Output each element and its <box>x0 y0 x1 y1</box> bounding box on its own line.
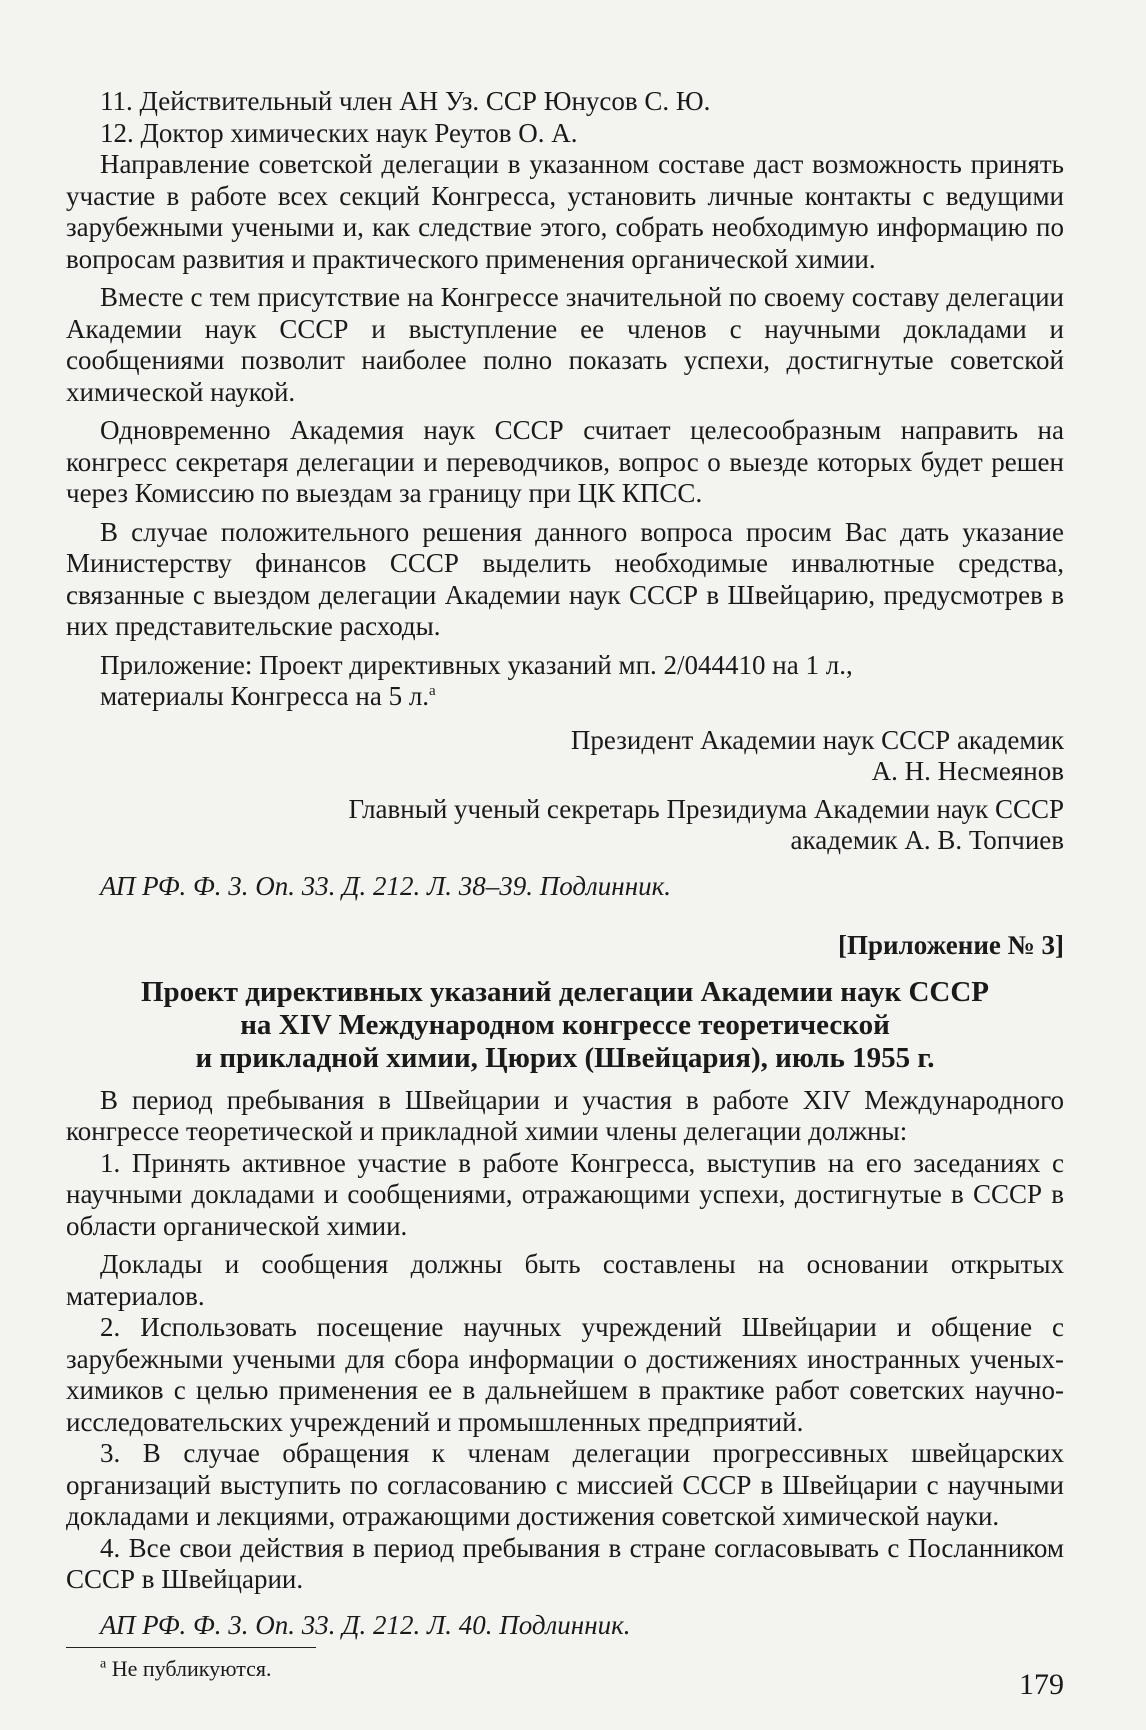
heading-line: Проект директивных указаний делегации Академии наук СССР <box>140 975 989 1008</box>
heading-line: на XIV Международном конгрессе теоретической <box>240 1008 890 1041</box>
document-body <box>66 86 1064 1641</box>
footnote <box>100 1656 272 1682</box>
list-item: 11. Действительный член АН Уз. ССР Юнусов С. Ю. <box>100 86 711 116</box>
paragraph: 1. Принять активное участие в работе Конгресса, выступив на его заседаниях с научными докладами и сообщениями, отражающими успехи, достигнутые в СССР в области органической химии. <box>66 1147 1064 1241</box>
attachment-line <box>66 681 1064 713</box>
appendix-label: [Приложение № 3] <box>838 930 1064 960</box>
signature-title-1: Президент Академии наук СССР академик <box>570 724 1064 755</box>
document-heading <box>66 976 1064 1075</box>
archive-reference: АП РФ. Ф. 3. Оп. 33. Д. 212. Л. 40. Подлинник. <box>100 1609 631 1640</box>
paragraph: 2. Использовать посещение научных учреждений Швейцарии и общение с зарубежными учеными для сбора информации о достижениях иностранных ученых-химиков с целью применения ее в дальнейшем в практике работ советских научно-исследовательских учреждений и промышленных предприятий. <box>66 1312 1064 1437</box>
signature-name-1: А. Н. Несмеянов <box>871 756 1064 786</box>
page-number: 179 <box>1019 1668 1064 1701</box>
paragraph: Вместе с тем присутствие на Конгрессе значительной по своему составу делегации Академии наук СССР и выступление ее членов с научными докладами и сообщениями позволит наиболее полно показать успехи, достигнутые советской химической наукой. <box>66 282 1064 407</box>
paragraph: Доклады и сообщения должны быть составлены на основании открытых материалов. <box>66 1249 1064 1311</box>
footnote-marker: а <box>429 683 436 699</box>
archive-reference: АП РФ. Ф. 3. Оп. 33. Д. 212. Л. 38–39. Подлинник. <box>100 870 671 901</box>
heading-line: и прикладной химии, Цюрих (Швейцария), июль 1955 г. <box>195 1041 935 1074</box>
paragraph: В период пребывания в Швейцарии и участия в работе XIV Международного конгрессе теоретической и прикладной химии члены делегации должны: <box>66 1084 1064 1146</box>
footnote-text: Не публикуются. <box>106 1656 272 1681</box>
attachment-line-1: Приложение: Проект директивных указаний мп. 2/044410 на 1 л., <box>100 649 853 680</box>
attachment-line-2: материалы Конгресса на 5 л. <box>100 681 430 711</box>
paragraph: Направление советской делегации в указанном составе даст возможность принять участие в работе всех секций Конгресса, установить личные контакты с ведущими зарубежными учеными и, как следствие этого, собрать необходимую информацию по вопросам развития и практического применения органической химии. <box>66 149 1064 274</box>
attachment-line <box>66 650 1064 682</box>
footnote-mark: а <box>100 1656 107 1672</box>
paragraph: 3. В случае обращения к членам делегации прогрессивных швейцарских организаций выступить по согласованию с миссией СССР в Швейцарии с научными докладами и лекциями, отражающими достижения советской химической науки. <box>66 1438 1064 1531</box>
signature-name-2: академик А. В. Топчиев <box>790 825 1064 855</box>
signature-title-2: Главный ученый секретарь Президиума Академии наук СССР <box>348 793 1064 824</box>
paragraph: В случае положительного решения данного вопроса просим Вас дать указание Министерству финансов СССР выделить необходимые инвалютные средства, связанные с выездом делегации Академии наук СССР в Швейцарию, предусмотрев в них представительские расходы. <box>66 516 1064 641</box>
paragraph: Одновременно Академия наук СССР считает целесообразным направить на конгресс секретаря делегации и переводчиков, вопрос о выезде которых будет решен через Комиссию по выездам за границу при ЦК КПСС. <box>66 415 1064 508</box>
footnote-divider <box>66 1647 316 1648</box>
list-item: 12. Доктор химических наук Реутов О. А. <box>100 117 578 148</box>
paragraph: 4. Все свои действия в период пребывания в стране согласовывать с Посланником СССР в Швейцарии. <box>66 1532 1064 1594</box>
